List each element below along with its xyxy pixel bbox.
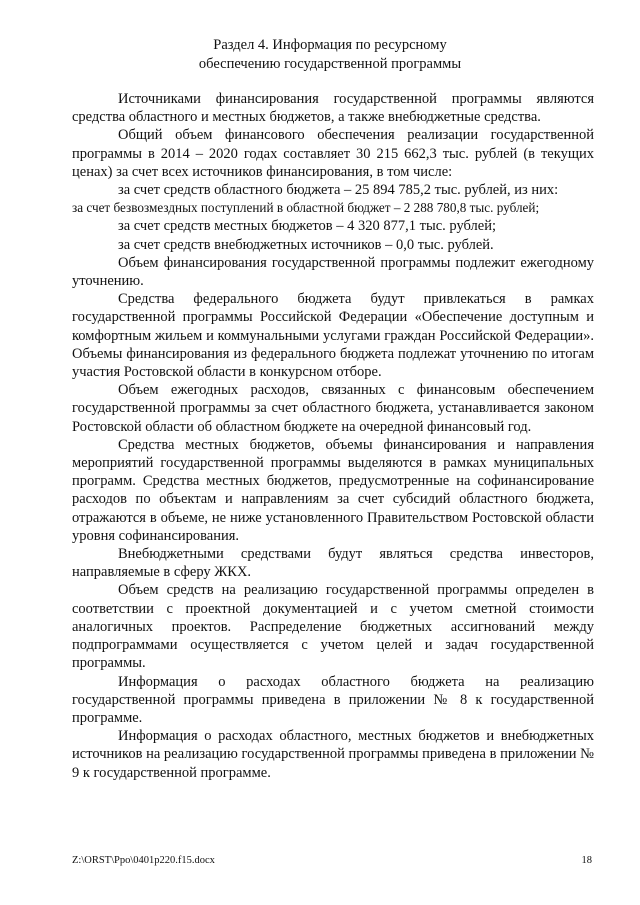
- body-text: [72, 90, 594, 782]
- paragraph-investor-funds: Внебюджетными средствами будут являться средства инвесторов, направляемые в сферу ЖКХ.: [72, 546, 594, 581]
- section-heading-line-1: Раздел 4. Информация по ресурсному: [213, 37, 447, 53]
- paragraph-appendix-8: Информация о расходах областного бюджета на реализацию государственной программы приведена в приложении № 8 к государственной программе.: [72, 673, 594, 726]
- paragraph-appendix-9: Информация о расходах областного, местных бюджетов и внебюджетных источников на реализацию государственной программы приведена в приложении № 9 к государственной программе.: [72, 728, 594, 781]
- paragraph-total-volume: Общий объем финансового обеспечения реализации государственной программы в 2014 – 2020 годах составляет 30 215 662,3 тыс. рублей (в текущих ценах) за счет всех источников финансирования, в том числе:: [72, 127, 594, 180]
- paragraph-annual-expenses: Объем ежегодных расходов, связанных с финансовым обеспечением государственной программы за счет областного бюджета, устанавливается законом Ростовской области об областном бюджете на очередной финансовый год.: [72, 382, 594, 435]
- page-number: 18: [581, 855, 592, 866]
- paragraph-annual-clarification: Объем финансирования государственной программы подлежит ежегодному уточнению.: [72, 254, 594, 290]
- paragraph-allocation: Объем средств на реализацию государственной программы определен в соответствии с проектной документацией и с учетом сметной стоимости аналогичных проектов. Распределение бюджетных ассигнований между подпрограммами осуществляется с учетом целей и задач государственной программы.: [72, 582, 594, 672]
- page-footer: [72, 855, 592, 866]
- section-heading-line-2: обеспечению государственной программы: [198, 56, 462, 72]
- paragraph-regional-budget: за счет средств областного бюджета – 25 894 785,2 тыс. рублей, из них:: [118, 182, 559, 199]
- paragraph-gratuitous-receipts: за счет безвозмездных поступлений в областной бюджет – 2 288 780,8 тыс. рублей;: [72, 200, 540, 216]
- paragraph-federal-budget: Средства федерального бюджета будут привлекаться в рамках государственной программы Российской Федерации «Обеспечение доступным и комфортным жильем и коммунальными услугами граждан Российской Федерации». Объемы финансирования из федерального бюджета подлежат уточнению по итогам участия Ростовской области в конкурсном отборе.: [72, 291, 594, 381]
- paragraph-extrabudgetary: за счет средств внебюджетных источников – 0,0 тыс. рублей.: [118, 236, 494, 253]
- paragraph-local-budgets: за счет средств местных бюджетов – 4 320 877,1 тыс. рублей;: [118, 218, 497, 235]
- footer-file-path: Z:\ORST\Ppo\0401p220.f15.docx: [72, 855, 215, 866]
- paragraph-local-budget-funds: Средства местных бюджетов, объемы финансирования и направления мероприятий государственной программы выделяются в рамках муниципальных программ. Средства местных бюджетов, предусмотренные на софинансирование расходов по объектам и направлениям за счет субсидий областного бюджета, отражаются в объеме, не ниже установленного Правительством Ростовской области уровня софинансирования.: [72, 436, 594, 544]
- paragraph-funding-sources: Источниками финансирования государственной программы являются средства областного и местных бюджетов, а также внебюджетные средства.: [72, 91, 594, 126]
- section-heading: [70, 36, 590, 74]
